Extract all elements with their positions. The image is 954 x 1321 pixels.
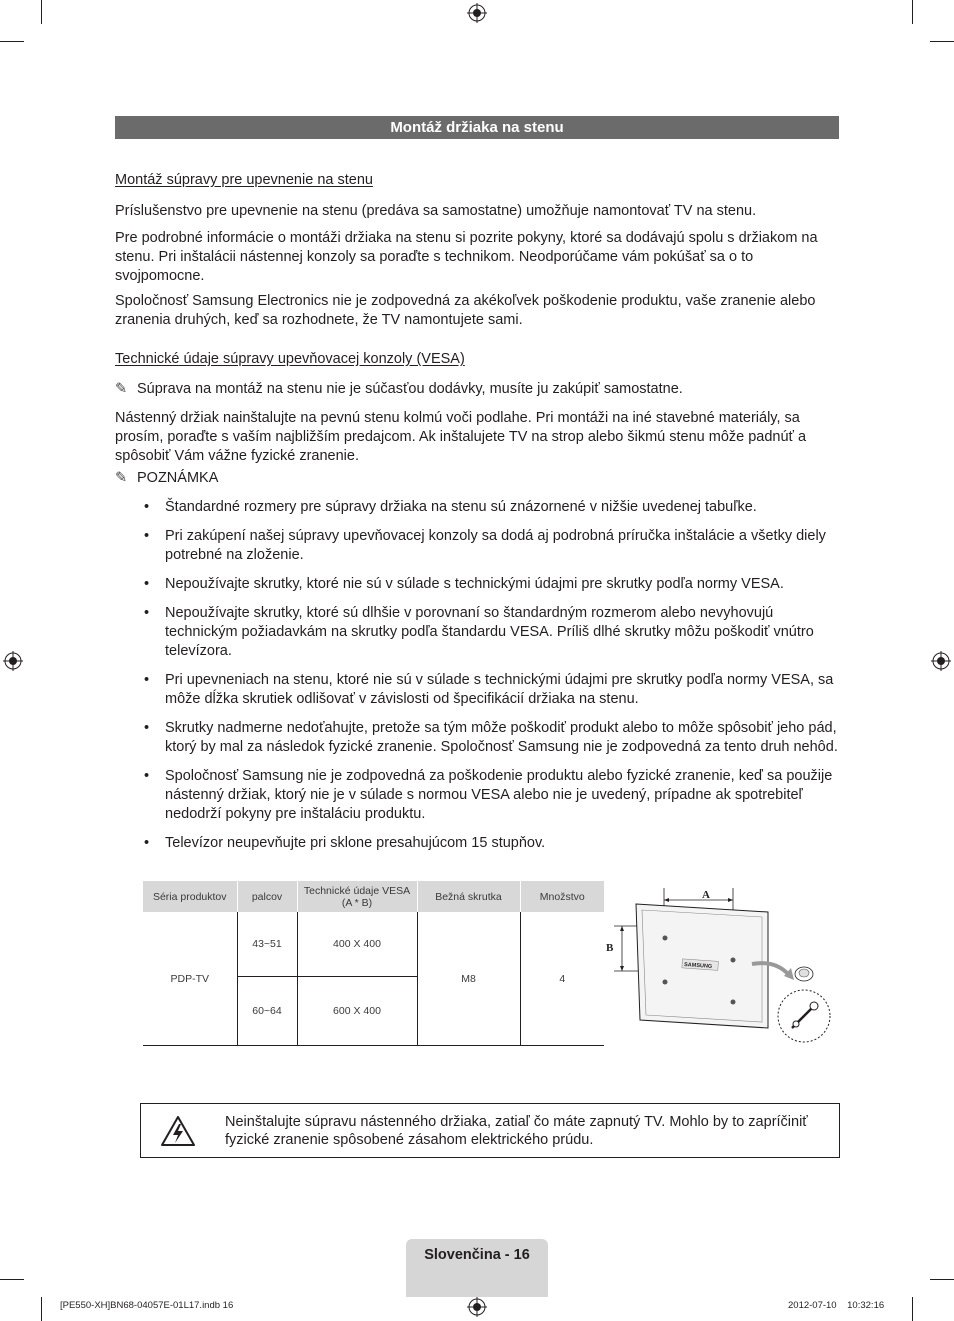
print-timestamp: 2012-07-10 10:32:16 [788,1300,885,1311]
table-header: palcov [237,881,297,912]
bullet-list [148,498,838,853]
table-cell: M8 [417,912,520,1046]
section-title: Montáž držiaka na stenu [115,116,839,139]
table-cell: 60~64 [237,977,297,1046]
table-cell: PDP-TV [143,912,237,1046]
crop-mark [912,1297,913,1321]
note [115,380,683,399]
list-item: • Spoločnosť Samsung nie je zodpovedná za poškodenie produktu alebo fyzické zranenie, keď sa použije nástenný držiak, ktorý nie je v súlade s normou VESA alebo nie je uvedený, prípadne ak spotrebiteľ nedodrží pokyny pre inštaláciu produktu. [148,767,838,824]
list-item: • Pri zakúpení našej súpravy upevňovacej konzoly sa dodá aj podrobná príručka inštalácie a všetky diely potrebné na zloženie. [148,527,838,565]
crop-mark [912,0,913,24]
table-header: Množstvo [520,881,604,912]
registration-mark-icon [467,3,487,23]
list-item: • Nepoužívajte skrutky, ktoré sú dlhšie v porovnaní so štandardným rozmerom alebo nevyhovujú technickým požiadavkám na skrutky podľa štandardu VESA. Príliš dlhé skrutky môžu poškodiť vnútro televízora. [148,604,838,661]
pencil-note-icon: ✎ [115,470,128,486]
crop-mark [41,1297,42,1321]
table-header: Séria produktov [143,881,237,912]
table-cell: 400 X 400 [297,912,417,977]
list-item: • Nepoužívajte skrutky, ktoré nie sú v súlade s technickými údajmi pre skrutky podľa normy VESA. [148,575,838,594]
paragraph: Spoločnosť Samsung Electronics nie je zodpovedná za akékoľvek poškodenie produktu, vaše zranenie alebo zranenia druhých, keď sa rozhodnete, že TV namontujete sami. [115,293,816,328]
registration-mark-icon [931,651,951,671]
dimension-label-b: B [606,942,614,954]
page-number: Slovenčina - 16 [424,1247,530,1263]
table-cell: 600 X 400 [297,977,417,1046]
print-slug: [PE550-XH]BN68-04057E-01L17.indb 16 [60,1300,234,1311]
list-item: • Televízor neupevňujte pri sklone presahujúcom 15 stupňov. [148,834,838,853]
list-item: • Skrutky nadmerne nedoťahujte, pretože sa tým môže poškodiť produkt alebo to môže spôsobiť jeho pád, ktorý by mal za následok fyzické zranenie. Spoločnosť Samsung nie je zodpovedná za tento druh nehôd. [148,719,838,757]
brand-label: SAMSUNG [683,962,713,970]
crop-mark [930,1279,954,1280]
table-cell: 4 [520,912,604,1046]
warning-box [140,1103,840,1158]
registration-mark-icon [3,651,23,671]
subsection-heading: Montáž súpravy pre upevnenie na stenu [115,172,373,188]
paragraph: Príslušenstvo pre upevnenie na stenu (predáva sa samostatne) umožňuje namontovať TV na stenu. [115,203,757,219]
crop-mark [0,41,24,42]
list-item: • Štandardné rozmery pre súpravy držiaka na stenu sú znázornené v nižšie uvedenej tabuľke. [148,498,838,517]
electric-shock-warning-icon [161,1116,195,1146]
tv-wall-mount-diagram [600,880,838,1050]
subsection-heading: Technické údaje súpravy upevňovacej konzoly (VESA) [115,351,465,367]
note-text: Súprava na montáž na stenu nie je súčasťou dodávky, musíte ju zakúpiť samostatne. [137,381,683,397]
note [115,469,218,488]
pencil-note-icon: ✎ [115,381,128,397]
table-row [143,912,604,977]
table-cell: 43~51 [237,912,297,977]
registration-mark-icon [467,1297,487,1317]
list-item: • Pri upevneniach na stenu, ktoré nie sú v súlade s technickými údajmi pre skrutky podľa normy VESA, sa môže dĺžka skrutiek odlišovať v závislosti od špecifikácií držiaka na stenu. [148,671,838,709]
table-header: Technické údaje VESA (A * B) [297,881,417,912]
crop-mark [41,0,42,24]
note-text: POZNÁMKA [137,470,219,486]
table-header: Bežná skrutka [417,881,520,912]
paragraph: Nástenný držiak nainštalujte na pevnú stenu kolmú voči podlahe. Pri montáži na iné stavebné materiály, sa prosím, poraďte s vaším najbližším predajcom. Ak inštalujete TV na strop alebo šikmú stenu môže padnúť a spôsobiť Vám vážne fyzické zranenie. [115,410,807,464]
warning-text: Neinštalujte súpravu nástenného držiaka, zatiaľ čo máte zapnutý TV. Mohlo by to zapríčiniť fyzické zranenie spôsobené zásahom elektrického prúdu. [225,1114,808,1148]
crop-mark [930,41,954,42]
vesa-spec-table [143,881,604,1046]
crop-mark [0,1279,24,1280]
paragraph: Pre podrobné informácie o montáži držiaka na stenu si pozrite pokyny, ktoré sa dodávajú spolu s držiakom na stenu. Pri inštalácii nástennej konzoly sa poraďte s technikom. Neodporúčame vám pokúšať sa o to svojpomocne. [115,230,818,284]
dimension-label-a: A [702,889,710,901]
